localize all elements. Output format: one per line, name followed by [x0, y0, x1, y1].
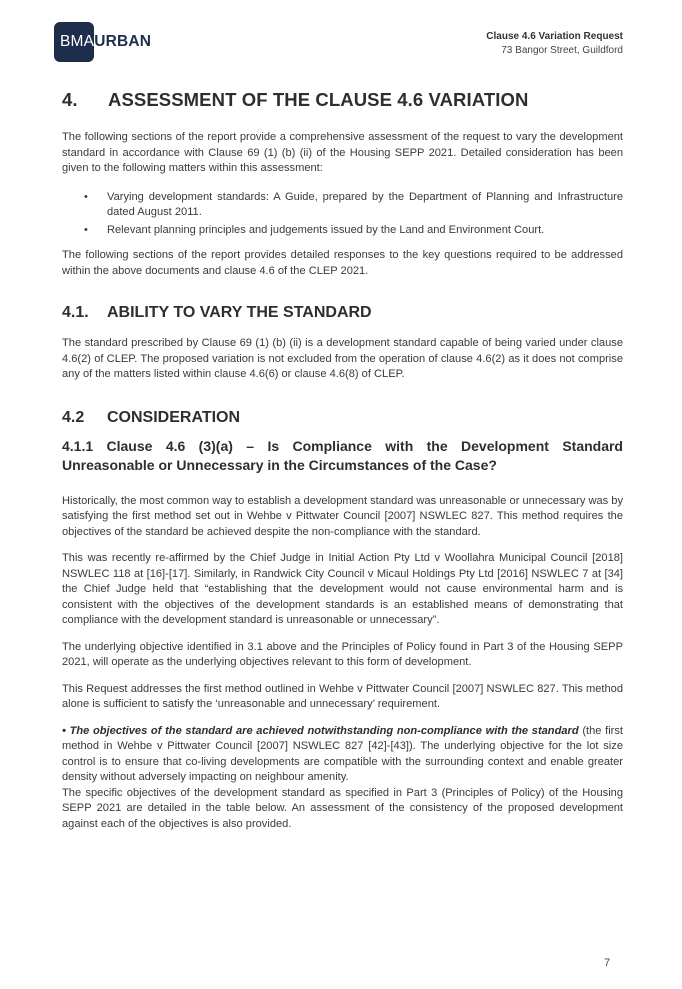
paragraph: The underlying objective identified in 3.1 above and the Principles of Policy found in Part 3 of the Housing SEPP 2021, will operate as the underlying objectives relevant to this form of development.: [62, 640, 623, 668]
section-4-heading: [62, 89, 623, 111]
section-4-1-1-heading: 4.1.1 Clause 4.6 (3)(a) – Is Compliance with the Development Standard Unreasonable or Unnecessary in the Circumstances of the Case?: [62, 437, 623, 473]
document-header: [486, 30, 623, 58]
section-number: 4.1.: [62, 304, 89, 321]
document-title: Clause 4.6 Variation Request: [486, 31, 623, 42]
paragraph: Historically, the most common way to establish a development standard was unreasonable or unnecessary was by satisfying the first method set out in Wehbe v Pittwater Council [2007] NSWLEC 827. This method requires the objectives of the standard be achieved despite the non-compliance with the standard.: [62, 494, 623, 538]
emphasis-text: • The objectives of the standard are achieved notwithstanding non-compliance with the standard: [62, 724, 579, 737]
section-4-intro: The following sections of the report provide a comprehensive assessment of the request to vary the development standard in accordance with Clause 69 (1) (b) (ii) of the Housing SEPP 2021. Detailed consideration has been given to the following matters within this assessment:: [62, 131, 623, 174]
section-title: CONSIDERATION: [107, 408, 241, 426]
list-item: [62, 223, 623, 239]
paragraph-text: (the first method in Wehbe v Pittwater Council [2007] NSWLEC 827 [42]-[43]). The underlying objective for the lot size control is to ensure that co-living developments are compatible with the surrounding context and enable greater density without adversely impacting on neighbour amenity.: [62, 724, 624, 783]
section-number: 4.2: [62, 408, 85, 426]
considerations-list: [62, 190, 623, 239]
paragraph: This was recently re-affirmed by the Chief Judge in Initial Action Pty Ltd v Woollahra Municipal Council [2018] NSWLEC 118 at [16]-[17]. Similarly, in Randwick City Council v Micaul Holdings Pty Ltd [2016] NSWLEC 7 at [34] the Chief Judge held that “establishing that the development would not cause environmental harm and is consistent with the objectives of the development standards is an established means of demonstrating that compliance with the development standard is unreasonable or unnecessary”.: [62, 552, 623, 626]
logo-text-bold: URBAN: [94, 33, 152, 50]
section-title: ABILITY TO VARY THE STANDARD: [107, 304, 372, 321]
list-item-text: Varying development standards: A Guide, prepared by the Department of Planning and Infrastructure dated August 2011.: [107, 190, 623, 218]
logo-text-light: BMA: [60, 33, 95, 50]
section-title: ASSESSMENT OF THE CLAUSE 4.6 VARIATION: [108, 89, 529, 110]
site-address: 73 Bangor Street, Guildford: [501, 45, 623, 56]
section-4-1-heading: [62, 304, 623, 322]
section-number: 4.: [62, 89, 78, 110]
page-number: 7: [604, 957, 611, 969]
paragraph: [62, 724, 623, 786]
page-content: [62, 88, 623, 832]
section-4-2-heading: [62, 409, 623, 427]
bma-urban-logo: [54, 22, 152, 62]
list-item-text: Relevant planning principles and judgements issued by the Land and Environment Court.: [107, 223, 545, 236]
bullet-icon: •: [84, 190, 88, 203]
logo-text: [60, 22, 151, 62]
bullet-icon: •: [84, 223, 88, 236]
list-item: [62, 190, 623, 221]
paragraph: This Request addresses the first method outlined in Wehbe v Pittwater Council [2007] NSWLEC 827. This method alone is sufficient to satisfy the ‘unreasonable and unnecessary’ requirement.: [62, 682, 623, 710]
section-4-1-body: The standard prescribed by Clause 69 (1) (b) (ii) is a development standard capable of being varied under clause 4.6(2) of CLEP. The proposed variation is not excluded from the operation of clause 4.6(2) as it does not comprise any of the matters listed within clause 4.6(6) or clause 4.6(8) of CLEP.: [62, 337, 623, 380]
paragraph: The specific objectives of the development standard as specified in Part 3 (Principles of Policy) of the Housing SEPP 2021 are detailed in the table below. An assessment of the consistency of the proposed development against each of the objectives is also provided.: [62, 786, 623, 830]
section-4-closing: The following sections of the report provides detailed responses to the key questions required to be addressed within the above documents and clause 4.6 of the CLEP 2021.: [62, 249, 623, 277]
